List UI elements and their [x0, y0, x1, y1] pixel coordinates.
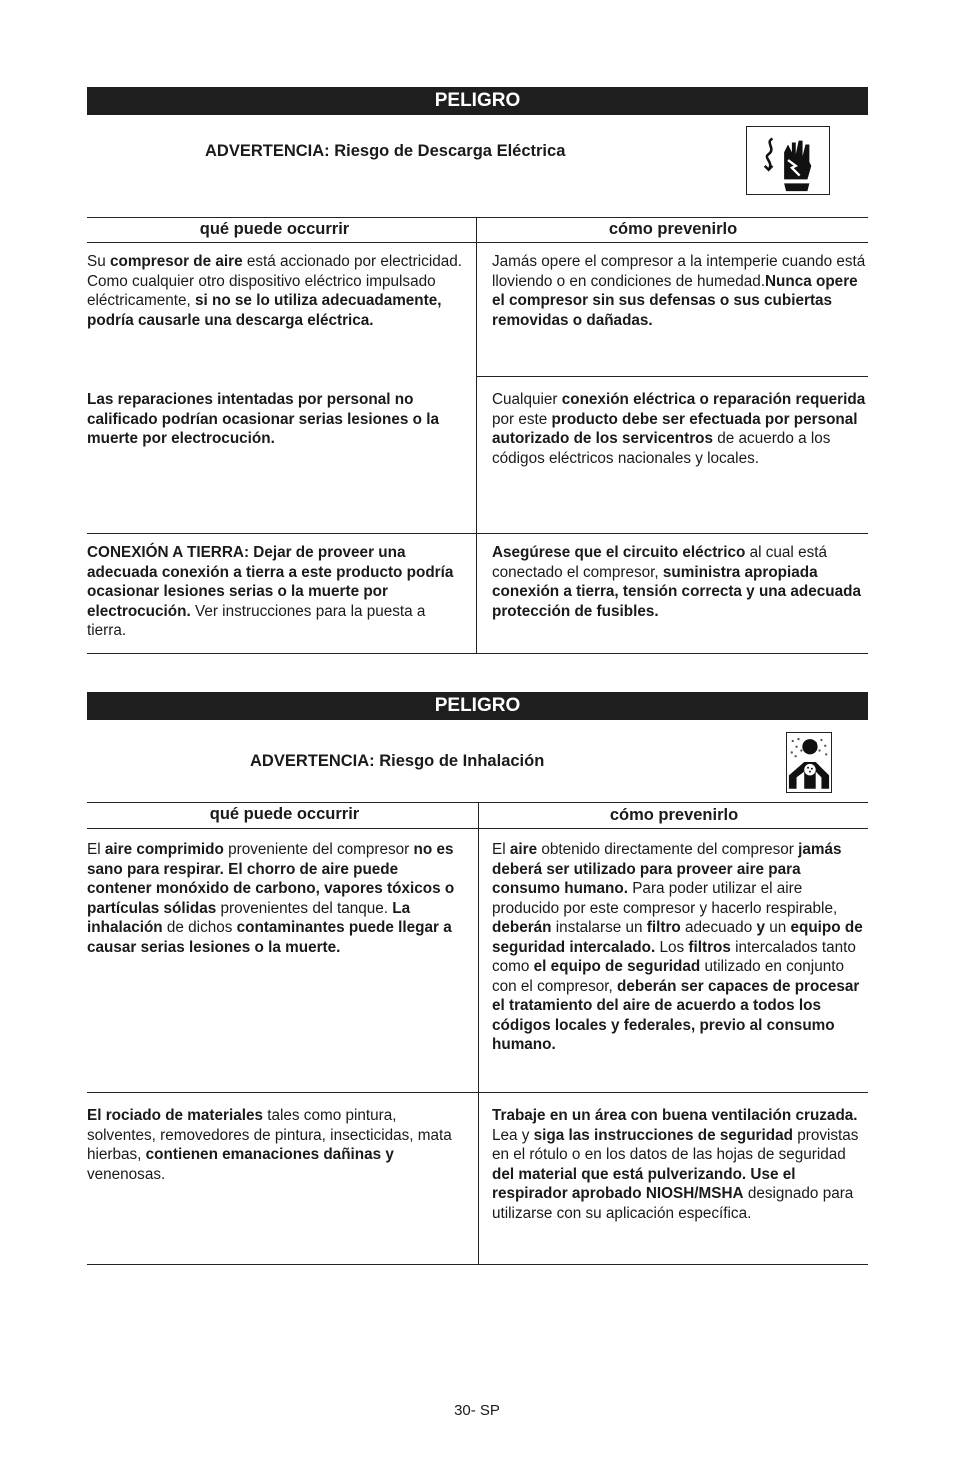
page-number: 30- SP — [454, 1402, 500, 1419]
table1-row1-left: Su compresor de aire está accionado por electricidad. Como cualquier otro dispositivo eléctrico impulsado eléctricamente, si no se lo utiliza adecuadamente, podría causarle una descarga eléctrica. — [87, 253, 462, 329]
inhalation-hazard-icon — [786, 732, 832, 793]
section1-warning-title: ADVERTENCIA: Riesgo de Descarga Eléctrica — [205, 142, 566, 160]
table1-col-right-header: cómo prevenirlo — [608, 220, 738, 238]
table2-bottom-rule — [87, 1264, 868, 1265]
table1-bottom-rule — [87, 653, 868, 654]
table2-row2-right: Trabaje en un área con buena ventilación cruzada. Lea y siga las instrucciones de seguridad provistas en el rótulo o en los datos de las hojas de seguridad del material que está pulverizando. Use el respirador aprobado NIOSH/MSHA designado para utilizarse con su aplicación específica. — [492, 1107, 859, 1222]
table1-row2-right: Cualquier conexión eléctrica o reparación requerida por este producto debe ser efectuada por personal autorizado de los servicentros de acuerdo a los códigos eléctricos nacionales y locales. — [492, 391, 866, 467]
table2-row1-left: El aire comprimido proveniente del compresor no es sano para respirar. El chorro de aire puede contener monóxido de carbono, vapores tóxicos o partículas sólidas provenientes del tanque. La inhalación de dichos contaminantes puede llegar a causar serias lesiones o la muerte. — [87, 841, 455, 956]
table1-column-divider — [476, 217, 477, 654]
table1-row1-right: Jamás opere el compresor a la intemperie cuando está lloviendo o en condiciones de humedad.Nunca opere el compresor sin sus defensas o sus cubiertas removidas o dañadas. — [492, 253, 866, 329]
section2-banner: PELIGRO — [87, 692, 868, 720]
table2-col-left-header: qué puede occurrir — [209, 805, 360, 823]
section2-warning-title: ADVERTENCIA: Riesgo de Inhalación — [250, 752, 545, 770]
table1-col-left-header: qué puede occurrir — [199, 220, 350, 238]
table2-column-divider — [478, 802, 479, 1264]
table1-row3-right: Asegúrese que el circuito eléctrico al cual está conectado el compresor, suministra apropiada conexión a tierra, tensión correcta y una adecuada protección de fusibles. — [492, 544, 861, 620]
table2-col-right-header: cómo prevenirlo — [609, 806, 739, 824]
table2-row1-right: El aire obtenido directamente del compresor jamás deberá ser utilizado para proveer aire para consumo humano. Para poder utilizar el aire producido por este compresor y hacerlo respirable, deberán instalarse un filtro adecuado y un equipo de seguridad intercalado. Los filtros intercalados tanto como el equipo de seguridad utilizado en conjunto con el compresor, deberán ser capaces de procesar el tratamiento del aire de acuerdo a todos los códigos locales y federales, previo al consumo humano. — [492, 841, 863, 1053]
table1-top-rule — [87, 217, 868, 218]
table2-row2-left: El rociado de materiales tales como pintura, solventes, removedores de pintura, insecticidas, mata hierbas, contienen emanaciones dañinas y venenosas. — [87, 1107, 452, 1183]
table1-header-rule — [87, 242, 868, 243]
table1-row1-rule — [477, 376, 868, 377]
table1-row2-left: Las reparaciones intentadas por personal no calificado podrían ocasionar serias lesiones o la muerte por electrocución. — [87, 391, 439, 447]
table1-row2-rule — [87, 533, 868, 534]
table1-row3-left: CONEXIÓN A TIERRA: Dejar de proveer una adecuada conexión a tierra a este producto podría ocasionar lesiones serias o la muerte por electrocución. Ver instrucciones para la puesta a tierra. — [87, 544, 454, 639]
section1-banner: PELIGRO — [87, 87, 868, 115]
table2-row1-rule — [87, 1092, 868, 1093]
electric-shock-hand-icon — [746, 126, 830, 195]
